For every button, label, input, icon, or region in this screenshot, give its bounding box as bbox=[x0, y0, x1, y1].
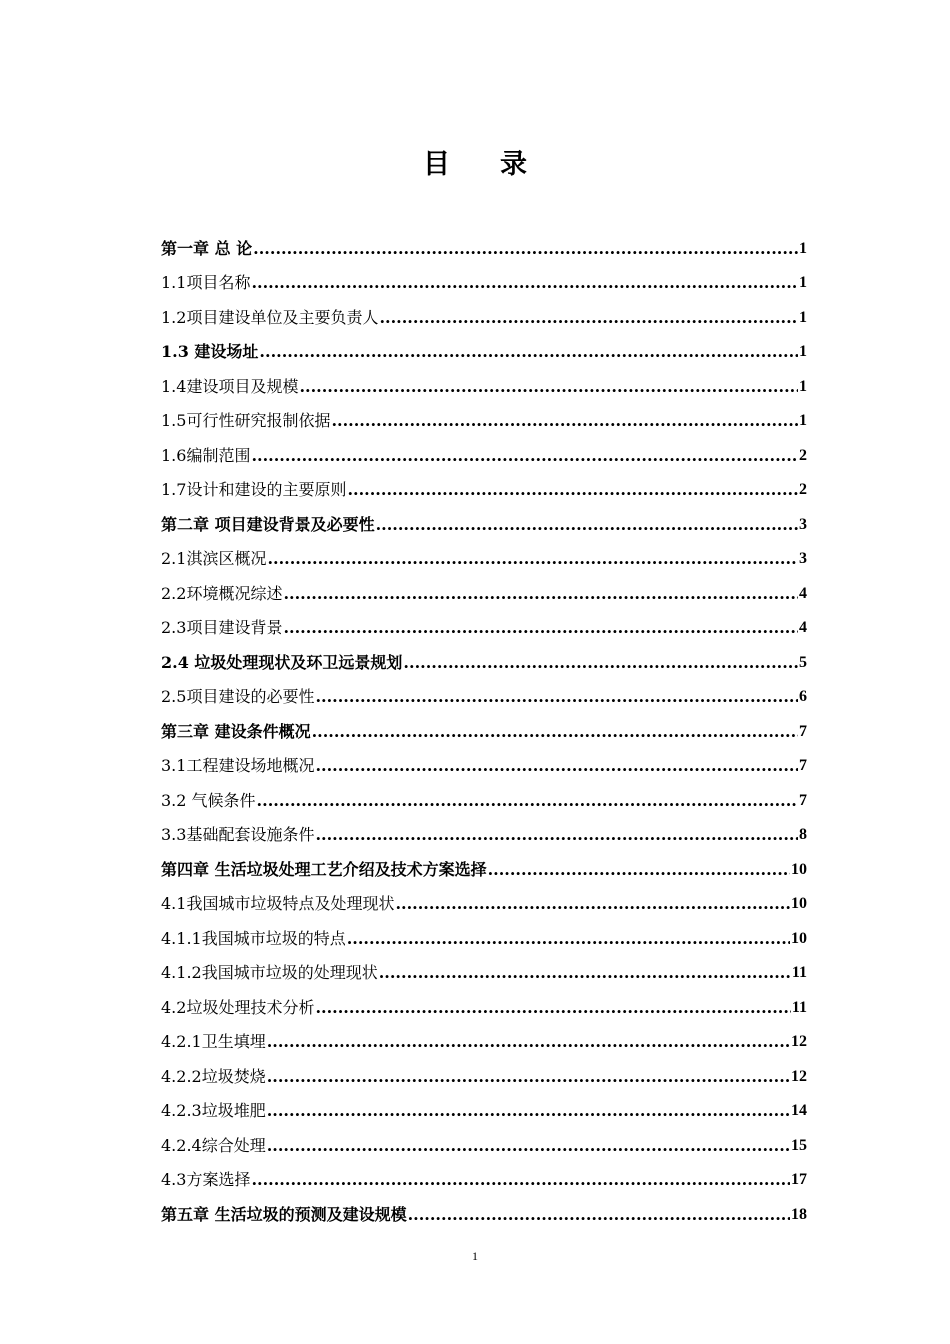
toc-entry-label: 1.6编制范围 bbox=[161, 445, 251, 465]
toc-entry-page: 3 bbox=[799, 515, 807, 533]
page-number: 1 bbox=[472, 1249, 478, 1263]
dot-leader bbox=[267, 549, 798, 569]
toc-entry-label: 4.1我国城市垃圾特点及处理现状 bbox=[161, 894, 395, 913]
toc-entry-page: 1 bbox=[799, 412, 807, 429]
toc-entry-page: 5 bbox=[799, 653, 807, 671]
toc-entry[interactable] bbox=[161, 638, 807, 673]
dot-leader bbox=[403, 653, 798, 673]
toc-entry[interactable] bbox=[161, 224, 807, 259]
dot-leader bbox=[251, 1170, 790, 1190]
dot-leader bbox=[253, 239, 798, 259]
toc-entry[interactable] bbox=[161, 983, 807, 1018]
toc-entry-page: 2 bbox=[799, 446, 807, 464]
toc-entry[interactable] bbox=[161, 1156, 807, 1191]
toc-entry-label: 1.3 建设场址 bbox=[161, 342, 259, 361]
toc-entry-page: 18 bbox=[791, 1205, 807, 1223]
toc-entry-page: 7 bbox=[799, 757, 807, 774]
toc-entry[interactable] bbox=[161, 293, 807, 328]
dot-leader bbox=[347, 929, 790, 949]
toc-entry-page: 10 bbox=[791, 860, 807, 878]
toc-entry-label: 1.1项目名称 bbox=[161, 273, 251, 292]
toc-entry-page: 15 bbox=[791, 1136, 807, 1154]
toc-entry-page: 12 bbox=[791, 1033, 807, 1050]
dot-leader bbox=[259, 342, 798, 362]
toc-entry-page: 10 bbox=[791, 929, 807, 947]
toc-entry[interactable] bbox=[161, 259, 807, 294]
toc-entry[interactable] bbox=[161, 362, 807, 397]
toc-entry-page: 8 bbox=[799, 826, 807, 843]
toc-entry-label: 1.7设计和建设的主要原则 bbox=[161, 480, 347, 499]
toc-entry-page: 3 bbox=[799, 550, 807, 567]
toc-entry-label: 4.2.1卫生填埋 bbox=[161, 1032, 266, 1051]
toc-entry[interactable] bbox=[161, 328, 807, 363]
toc-entry[interactable] bbox=[161, 914, 807, 949]
toc-entry-label: 3.2 气候条件 bbox=[161, 790, 256, 810]
toc-entry-label: 2.5项目建设的必要性 bbox=[161, 687, 315, 706]
toc-entry[interactable] bbox=[161, 1121, 807, 1156]
toc-entry-page: 1 bbox=[799, 308, 807, 326]
toc-entry-label: 4.2.4综合处理 bbox=[161, 1135, 266, 1155]
toc-entry[interactable] bbox=[161, 500, 807, 535]
toc-entry-page: 1 bbox=[799, 377, 807, 395]
table-of-contents bbox=[161, 224, 807, 1225]
toc-entry-label: 1.5可行性研究报制依据 bbox=[161, 411, 331, 430]
toc-entry[interactable] bbox=[161, 742, 807, 777]
dot-leader bbox=[283, 618, 798, 638]
toc-entry-page: 12 bbox=[791, 1067, 807, 1085]
toc-entry[interactable] bbox=[161, 880, 807, 915]
dot-leader bbox=[331, 411, 798, 431]
dot-leader bbox=[379, 308, 798, 328]
toc-entry-label: 2.4 垃圾处理现状及环卫远景规划 bbox=[161, 652, 403, 672]
toc-entry-page: 7 bbox=[799, 791, 807, 809]
toc-entry[interactable] bbox=[161, 811, 807, 846]
toc-entry-label: 第三章 建设条件概况 bbox=[161, 721, 311, 741]
toc-entry[interactable] bbox=[161, 466, 807, 501]
toc-entry-page: 14 bbox=[791, 1102, 807, 1119]
toc-entry-page: 7 bbox=[799, 722, 807, 740]
toc-entry-label: 1.4建设项目及规模 bbox=[161, 376, 299, 396]
toc-entry[interactable] bbox=[161, 397, 807, 432]
toc-entry[interactable] bbox=[161, 1052, 807, 1087]
dot-leader bbox=[312, 722, 798, 742]
dot-leader bbox=[379, 963, 791, 983]
toc-entry-label: 第二章 项目建设背景及必要性 bbox=[161, 514, 375, 534]
dot-leader bbox=[267, 1136, 790, 1156]
toc-entry[interactable] bbox=[161, 707, 807, 742]
toc-entry-page: 2 bbox=[799, 481, 807, 498]
dot-leader bbox=[283, 584, 798, 604]
toc-entry-label: 3.1工程建设场地概况 bbox=[161, 756, 315, 775]
toc-entry[interactable] bbox=[161, 949, 807, 984]
dot-leader bbox=[347, 480, 798, 500]
toc-entry-label: 4.1.1我国城市垃圾的特点 bbox=[161, 928, 346, 948]
toc-entry-label: 4.2.3垃圾堆肥 bbox=[161, 1101, 266, 1120]
toc-entry-label: 3.3基础配套设施条件 bbox=[161, 825, 315, 844]
dot-leader bbox=[251, 273, 798, 293]
toc-entry[interactable] bbox=[161, 604, 807, 639]
dot-leader bbox=[299, 377, 798, 397]
toc-entry-label: 4.3方案选择 bbox=[161, 1170, 251, 1189]
toc-entry-page: 11 bbox=[791, 964, 807, 981]
dot-leader bbox=[251, 446, 798, 466]
toc-entry[interactable] bbox=[161, 431, 807, 466]
toc-entry[interactable] bbox=[161, 535, 807, 570]
toc-entry-page: 1 bbox=[799, 239, 807, 257]
toc-entry-label: 2.1淇滨区概况 bbox=[161, 549, 267, 568]
dot-leader bbox=[376, 515, 798, 535]
toc-entry-page: 10 bbox=[791, 895, 807, 912]
dot-leader bbox=[408, 1205, 790, 1225]
dot-leader bbox=[315, 687, 798, 707]
toc-entry-label: 4.1.2我国城市垃圾的处理现状 bbox=[161, 963, 378, 982]
toc-entry-label: 第五章 生活垃圾的预测及建设规模 bbox=[161, 1204, 407, 1224]
toc-entry-label: 第四章 生活垃圾处理工艺介绍及技术方案选择 bbox=[161, 859, 487, 879]
toc-entry-page: 1 bbox=[799, 274, 807, 291]
toc-entry-page: 1 bbox=[799, 343, 807, 360]
dot-leader bbox=[315, 825, 798, 845]
toc-entry[interactable] bbox=[161, 845, 807, 880]
toc-entry-page: 4 bbox=[799, 584, 807, 602]
toc-entry-label: 1.2项目建设单位及主要负责人 bbox=[161, 307, 379, 327]
toc-entry[interactable] bbox=[161, 673, 807, 708]
toc-entry-page: 11 bbox=[791, 998, 807, 1016]
dot-leader bbox=[257, 791, 798, 811]
toc-entry-page: 4 bbox=[799, 619, 807, 636]
toc-entry-page: 6 bbox=[799, 688, 807, 705]
dot-leader bbox=[267, 1067, 790, 1087]
toc-entry[interactable] bbox=[161, 1018, 807, 1053]
toc-title: 目录 bbox=[423, 149, 577, 180]
dot-leader bbox=[488, 860, 790, 880]
dot-leader bbox=[267, 1032, 790, 1052]
toc-entry[interactable] bbox=[161, 1190, 807, 1225]
toc-entry-label: 2.3项目建设背景 bbox=[161, 618, 283, 637]
toc-entry-label: 4.2垃圾处理技术分析 bbox=[161, 997, 315, 1017]
dot-leader bbox=[267, 1101, 790, 1121]
toc-entry[interactable] bbox=[161, 1087, 807, 1122]
dot-leader bbox=[395, 894, 790, 914]
toc-entry-label: 第一章 总 论 bbox=[161, 238, 253, 258]
toc-entry[interactable] bbox=[161, 569, 807, 604]
toc-entry-label: 4.2.2垃圾焚烧 bbox=[161, 1066, 266, 1086]
dot-leader bbox=[315, 998, 790, 1018]
toc-entry[interactable] bbox=[161, 776, 807, 811]
toc-entry-label: 2.2环境概况综述 bbox=[161, 583, 283, 603]
toc-entry-page: 17 bbox=[791, 1171, 807, 1188]
dot-leader bbox=[315, 756, 798, 776]
